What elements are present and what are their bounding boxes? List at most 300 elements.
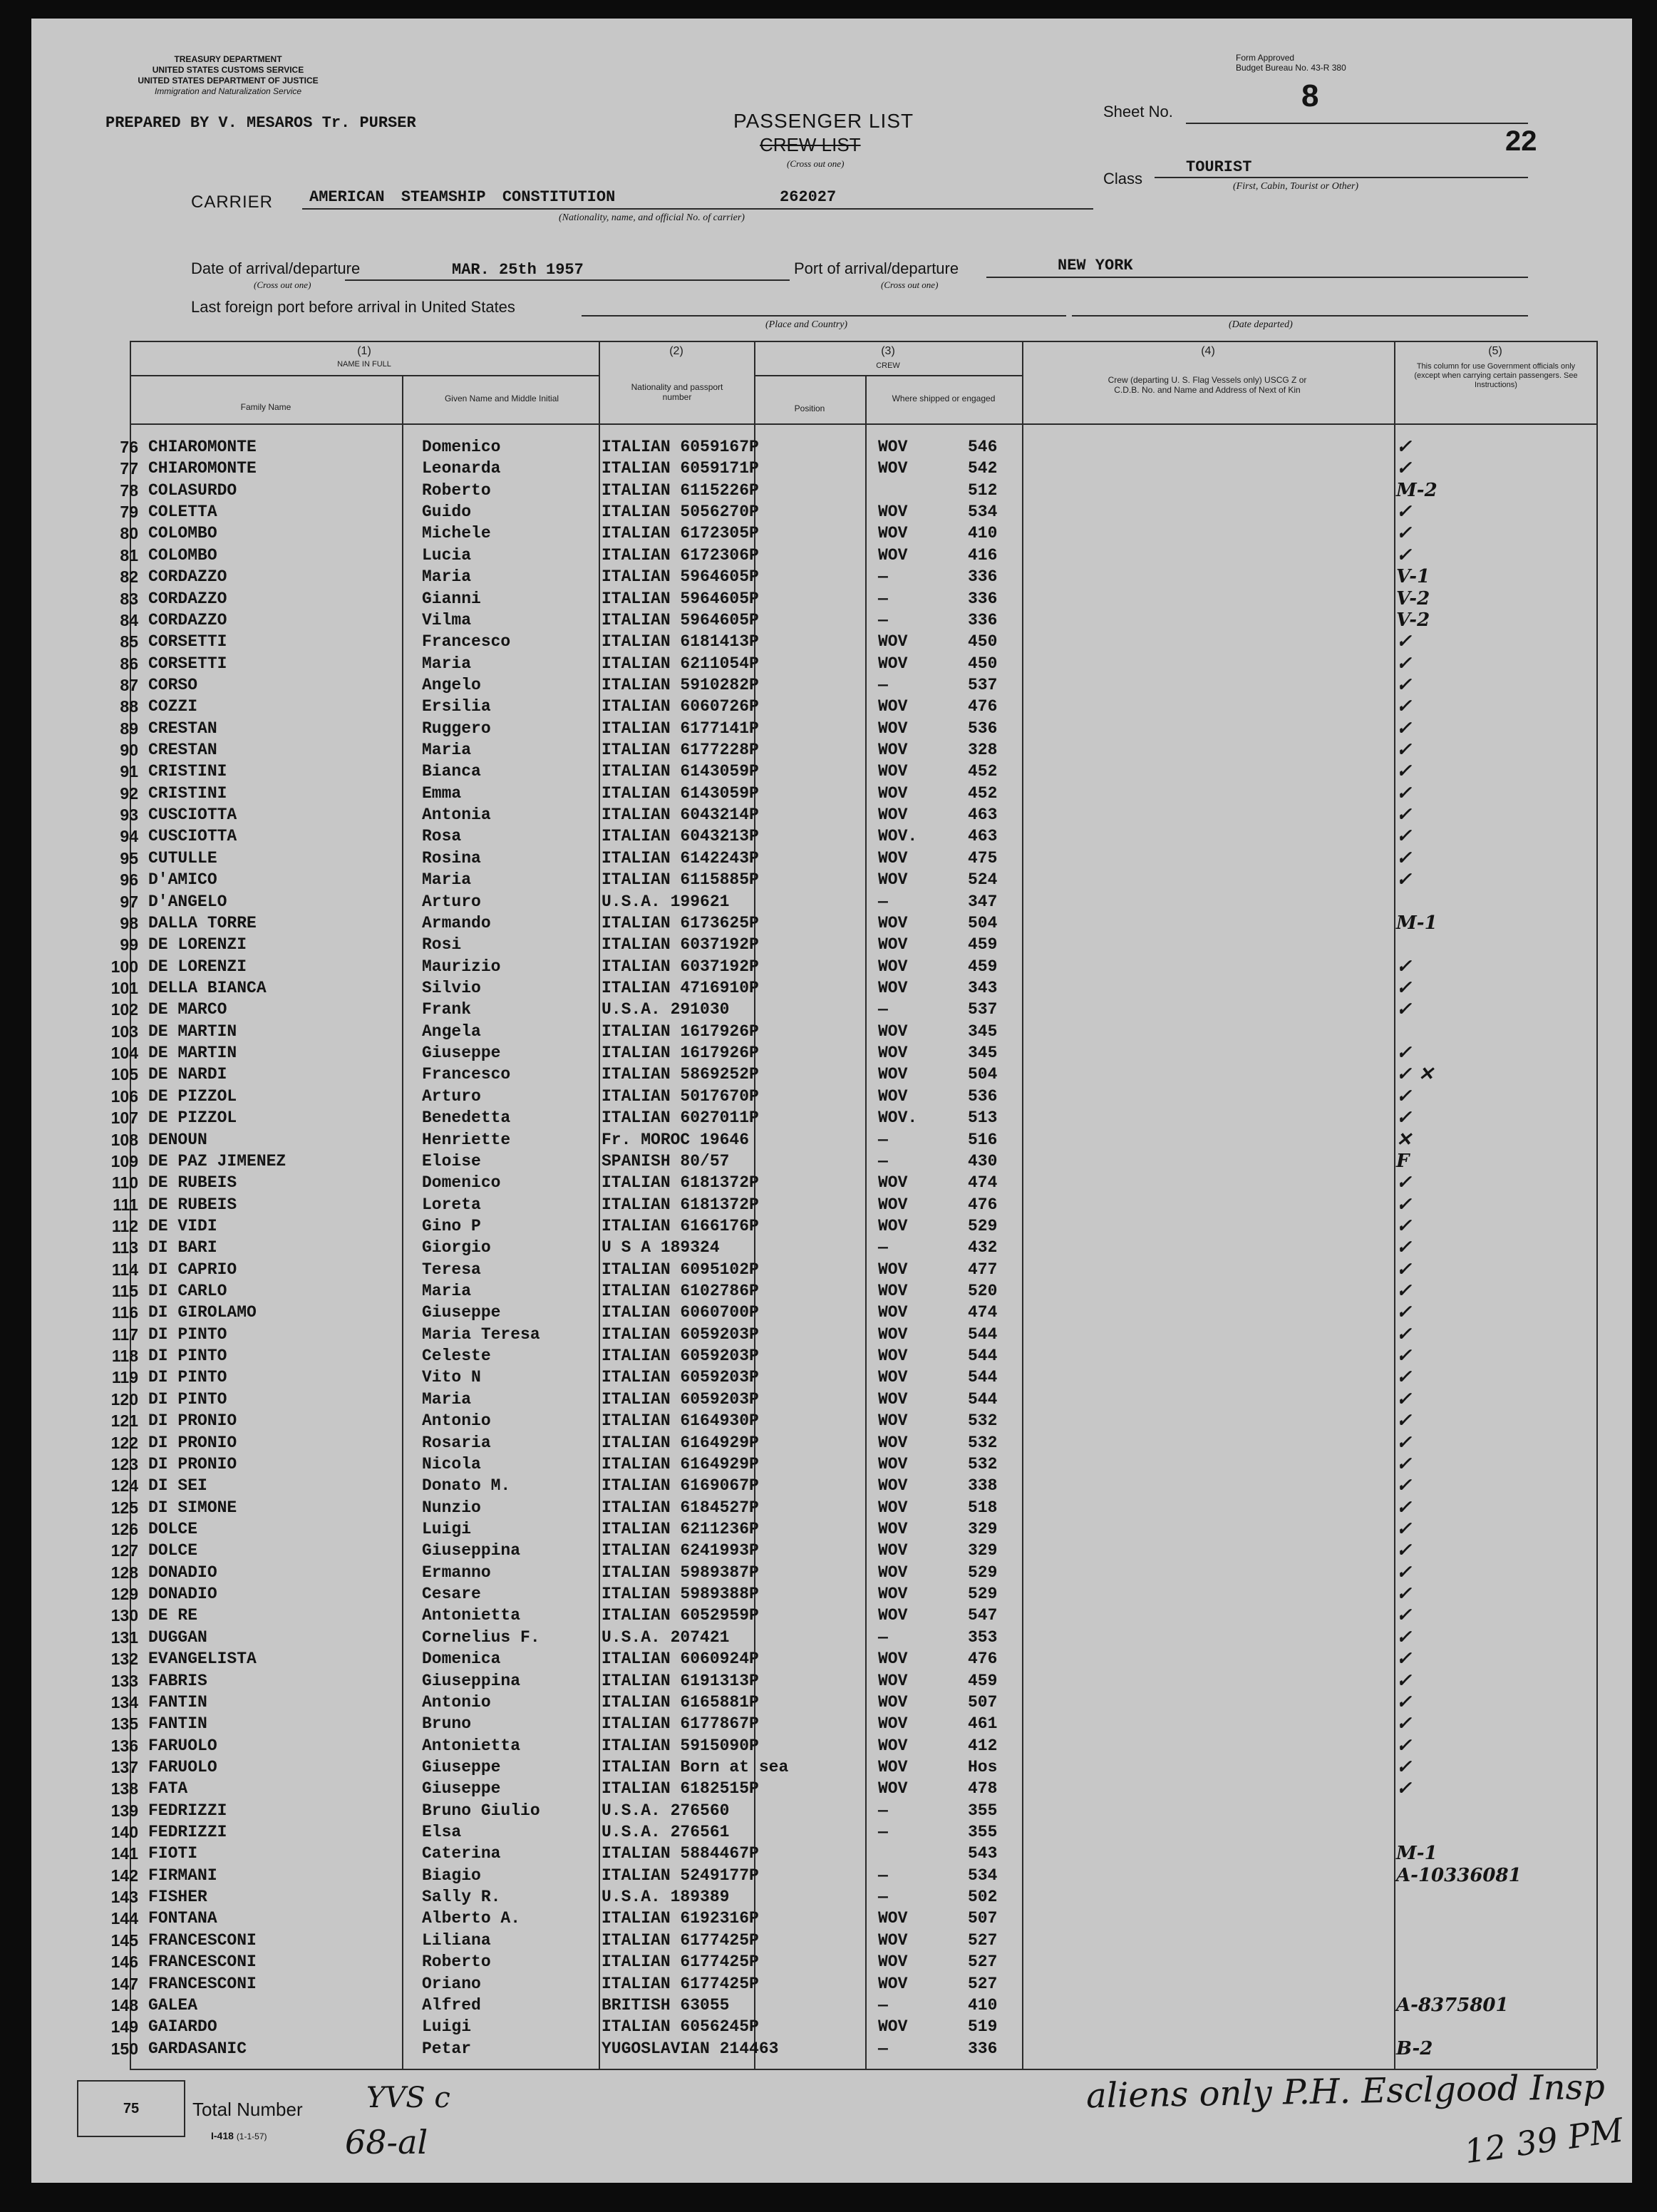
form-approved [1236, 53, 1346, 73]
table-row [31, 566, 1632, 587]
govt-remark: ✓ [1396, 1237, 1412, 1259]
shipped-engaged: 355 [968, 1823, 998, 1842]
shipped-engaged: 463 [968, 827, 998, 846]
govt-remark: ✓ [1396, 1258, 1412, 1280]
family-name: CORDAZZO [148, 589, 227, 608]
nationality-passport: YUGOSLAVIAN 214463 [602, 2039, 779, 2058]
table-row [31, 1648, 1632, 1670]
shipped-engaged: 529 [968, 1563, 998, 1582]
row-number: 140 [110, 1823, 138, 1842]
sheet-rule [1186, 123, 1528, 124]
family-name: CRESTAN [148, 741, 217, 760]
govt-remark: ✓ [1396, 1453, 1412, 1475]
shipped-engaged: 353 [968, 1627, 998, 1647]
govt-remark: ✓ [1396, 674, 1412, 696]
crew-position: WOV [878, 1065, 908, 1084]
govt-remark: ✕ [1396, 1128, 1412, 1151]
cross-out-note-1: (Cross out one) [787, 158, 845, 169]
shipped-engaged: 529 [968, 1216, 998, 1235]
crew-position: WOV [878, 503, 908, 522]
row-number: 130 [110, 1606, 138, 1625]
govt-remark: ✓ [1396, 1388, 1412, 1410]
family-name: DI PINTO [148, 1347, 227, 1366]
govt-remark: M-1 [1396, 912, 1437, 934]
family-name: GARDASANIC [148, 2039, 247, 2058]
shipped-engaged: 474 [968, 1173, 998, 1193]
dept-customs: UNITED STATES CUSTOMS SERVICE [152, 65, 304, 75]
govt-remark: A-10336081 [1396, 1864, 1522, 1886]
row-number: 129 [110, 1585, 138, 1604]
nationality-passport: ITALIAN 5056270P [602, 503, 759, 522]
family-name: D'ANGELO [148, 892, 227, 911]
govt-remark: ✓ [1396, 1431, 1412, 1454]
last-port-label: Last foreign port before arrival in United States [191, 298, 515, 316]
family-name: DI GIROLAMO [148, 1303, 257, 1322]
given-name: Vilma [422, 610, 472, 629]
shipped-engaged: 524 [968, 870, 998, 890]
row-number: 135 [110, 1714, 138, 1734]
given-name: Antonio [422, 1692, 491, 1712]
table-row [31, 545, 1632, 566]
govt-remark: M-2 [1396, 479, 1437, 501]
nationality-passport: U.S.A. 189389 [602, 1888, 730, 1907]
nationality-passport: ITALIAN 5964605P [602, 610, 759, 629]
crew-position: WOV [878, 870, 908, 890]
nationality-passport: ITALIAN 6165881P [602, 1692, 759, 1712]
form-number-id: I-418 [211, 2130, 234, 2141]
family-name: DE MARTIN [148, 1044, 237, 1063]
family-name: CUSCIOTTA [148, 806, 237, 825]
row-number: 89 [120, 719, 138, 738]
row-number: 80 [120, 524, 138, 543]
row-number: 123 [110, 1454, 138, 1473]
family-name: CRISTINI [148, 783, 227, 803]
given-name: Angela [422, 1022, 481, 1041]
crew-position: WOV [878, 1173, 908, 1193]
govt-remark: ✓ [1396, 999, 1412, 1021]
table-row [31, 1367, 1632, 1388]
family-name: FABRIS [148, 1671, 207, 1690]
row-number: 101 [110, 979, 138, 997]
crew-position: WOV [878, 1476, 908, 1496]
given-name: Giuseppe [422, 1303, 501, 1322]
given-name: Antonietta [422, 1606, 521, 1625]
table-row [31, 739, 1632, 761]
govt-remark: ✓ [1396, 1518, 1412, 1540]
govt-remark: ✓ [1396, 652, 1412, 674]
family-name: CORDAZZO [148, 567, 227, 587]
row-number: 148 [110, 1995, 138, 2015]
shipped-engaged: 461 [968, 1714, 998, 1734]
row-number: 134 [110, 1692, 138, 1712]
given-name: Luigi [422, 2017, 472, 2037]
crew-position: — [878, 1866, 888, 1885]
shipped-engaged: 536 [968, 719, 998, 738]
nationality-passport: ITALIAN 6027011P [602, 1108, 759, 1128]
table-row [31, 1324, 1632, 1345]
govt-remark: ✓ [1396, 501, 1412, 523]
family-name: DI PRONIO [148, 1454, 237, 1473]
family-name: FEDRIZZI [148, 1823, 227, 1842]
nationality-passport: ITALIAN 6184527P [602, 1498, 759, 1517]
row-number: 144 [110, 1909, 138, 1928]
nationality-passport: ITALIAN 6059203P [602, 1368, 759, 1387]
family-name: DE VIDI [148, 1216, 217, 1235]
table-row [31, 1821, 1632, 1843]
given-name: Gino P [422, 1216, 481, 1235]
crew-position: WOV [878, 1324, 908, 1344]
nationality-passport: ITALIAN 6211054P [602, 654, 759, 673]
crew-position: WOV [878, 2017, 908, 2037]
family-name: DE PIZZOL [148, 1108, 237, 1128]
row-number: 85 [120, 632, 138, 652]
nationality-passport: ITALIAN 6192316P [602, 1909, 759, 1928]
govt-remark: ✓ [1396, 1042, 1412, 1064]
family-name: CRISTINI [148, 762, 227, 781]
crew-position: WOV [878, 1714, 908, 1734]
given-name: Domenica [422, 1650, 501, 1669]
govt-remark: ✓ [1396, 1496, 1412, 1518]
govt-remark: V-1 [1396, 566, 1430, 588]
row-number: 124 [110, 1476, 138, 1496]
carrier-number: 262027 [780, 188, 837, 206]
family-name: CHIAROMONTE [148, 459, 257, 478]
col4-number: (4) [1201, 345, 1215, 357]
table-row [31, 2038, 1632, 2059]
row-number: 91 [120, 762, 138, 781]
crew-position: WOV [878, 1692, 908, 1712]
row-number: 127 [110, 1541, 138, 1560]
row-number: 146 [110, 1953, 138, 1972]
given-name: Maria [422, 870, 472, 890]
family-name: CORSO [148, 675, 198, 694]
nationality-passport: ITALIAN 1617926P [602, 1044, 759, 1063]
crew-position: — [878, 1995, 888, 2015]
shipped-engaged: 527 [968, 1930, 998, 1950]
shipped-engaged: 355 [968, 1801, 998, 1820]
nationality-passport: ITALIAN 6177141P [602, 719, 759, 738]
row-number: 125 [110, 1498, 138, 1517]
row-number: 100 [110, 957, 138, 976]
table-row [31, 869, 1632, 890]
row-number: 95 [120, 848, 138, 868]
nationality-passport: ITALIAN 6059167P [602, 438, 759, 456]
carrier-label: CARRIER [191, 192, 274, 212]
table-row [31, 1454, 1632, 1475]
family-name: DALLA TORRE [148, 913, 257, 932]
table-row [31, 1021, 1632, 1042]
shipped-engaged: 345 [968, 1022, 998, 1041]
given-name: Maria [422, 654, 472, 673]
nationality-passport: ITALIAN 6177425P [602, 1974, 759, 1993]
shipped-engaged: 463 [968, 806, 998, 825]
row-number: 105 [110, 1065, 138, 1084]
place-note: (Place and Country) [765, 319, 848, 330]
table-row [31, 718, 1632, 739]
family-name: DI SIMONE [148, 1498, 237, 1517]
family-name: FRANCESCONI [148, 1953, 257, 1972]
given-name: Maurizio [422, 957, 501, 976]
table-row [31, 891, 1632, 912]
row-number: 142 [110, 1866, 138, 1885]
crew-position: — [878, 1000, 888, 1019]
table-row [31, 1389, 1632, 1410]
shipped-engaged: 504 [968, 1065, 998, 1084]
family-name: COLETTA [148, 503, 217, 522]
nationality-passport: ITALIAN 6172306P [602, 545, 759, 565]
crew-position: WOV [878, 1282, 908, 1301]
family-name: DI CARLO [148, 1282, 227, 1301]
nationality-passport: ITALIAN 6211236P [602, 1520, 759, 1538]
row-number: 136 [110, 1736, 138, 1755]
nationality-passport: Fr. MOROC 19646 [602, 1130, 750, 1149]
nationality-passport: ITALIAN 6166176P [602, 1216, 759, 1235]
govt-remark: M-1 [1396, 1843, 1437, 1865]
row-number: 96 [120, 870, 138, 890]
nationality-passport: ITALIAN 6181372P [602, 1195, 759, 1214]
shipped-engaged: 452 [968, 783, 998, 803]
shipped-engaged: 534 [968, 503, 998, 522]
crew-position: WOV [878, 783, 908, 803]
crew-position: WOV [878, 979, 908, 997]
form-approved-label: Form Approved [1236, 53, 1295, 63]
crew-position: — [878, 1627, 888, 1647]
govt-remark: ✓ ✕ [1396, 1064, 1434, 1086]
col-given: Given Name and Middle Initial [444, 393, 559, 403]
nationality-passport: ITALIAN 6059203P [602, 1347, 759, 1366]
row-number: 133 [110, 1671, 138, 1690]
shipped-engaged: Hos [968, 1757, 998, 1776]
given-name: Elsa [422, 1823, 462, 1842]
col-position: Position [794, 403, 825, 413]
table-row [31, 1475, 1632, 1496]
row-number: 137 [110, 1757, 138, 1776]
govt-remark: ✓ [1396, 1367, 1412, 1389]
table-row [31, 1086, 1632, 1107]
row-number: 90 [120, 741, 138, 760]
nationality-passport: ITALIAN 6177228P [602, 741, 759, 760]
govt-remark: ✓ [1396, 717, 1412, 739]
crew-position: WOV [878, 1433, 908, 1452]
crew-position: — [878, 1130, 888, 1149]
inspector-signature: aliens only P.H. Esclgood Insp [1085, 2067, 1606, 2116]
given-name: Rosi [422, 935, 462, 955]
table-row [31, 501, 1632, 523]
crew-position: WOV [878, 1563, 908, 1582]
crew-position: WOV [878, 913, 908, 932]
table-row [31, 1215, 1632, 1237]
shipped-engaged: 544 [968, 1368, 998, 1387]
given-name: Giuseppina [422, 1671, 521, 1690]
crew-position: — [878, 675, 888, 694]
nationality-passport: ITALIAN 6060924P [602, 1650, 759, 1669]
table-row [31, 2016, 1632, 2037]
shipped-engaged: 507 [968, 1692, 998, 1712]
shipped-engaged: 532 [968, 1433, 998, 1452]
family-name: DE NARDI [148, 1065, 227, 1084]
given-name: Rosina [422, 848, 481, 868]
nationality-passport: ITALIAN 6143059P [602, 783, 759, 803]
table-row [31, 1064, 1632, 1085]
nationality-passport: ITALIAN 6056245P [602, 2017, 759, 2037]
shipped-engaged: 546 [968, 438, 998, 456]
crew-position: WOV [878, 1585, 908, 1604]
shipped-engaged: 343 [968, 979, 998, 997]
family-name: DE MARTIN [148, 1022, 237, 1041]
row-number: 139 [110, 1801, 138, 1820]
nationality-passport: SPANISH 80/57 [602, 1151, 730, 1171]
nationality-passport: ITALIAN 5884467P [602, 1844, 759, 1863]
table-row [31, 977, 1632, 999]
nationality-passport: ITALIAN 5910282P [602, 675, 759, 694]
govt-remark: ✓ [1396, 1410, 1412, 1432]
crew-position: WOV [878, 1303, 908, 1322]
nationality-passport: BRITISH 63055 [602, 1995, 730, 2015]
given-name: Alberto A. [422, 1909, 521, 1928]
row-number: 115 [111, 1282, 138, 1301]
govt-remark: ✓ [1396, 1193, 1412, 1215]
date-departed-note: (Date departed) [1229, 319, 1293, 330]
given-name: Francesco [422, 632, 511, 652]
arrival-date: MAR. 25th 1957 [452, 261, 584, 279]
table-row [31, 1605, 1632, 1626]
row-number: 145 [110, 1930, 138, 1950]
shipped-engaged: 536 [968, 1086, 998, 1106]
shipped-engaged: 547 [968, 1606, 998, 1625]
family-name: DOLCE [148, 1520, 198, 1538]
col-engaged: Where shipped or engaged [892, 393, 996, 403]
nationality-passport: U.S.A. 291030 [602, 1000, 730, 1019]
given-name: Nunzio [422, 1498, 481, 1517]
row-number: 141 [110, 1844, 138, 1863]
row-number: 119 [111, 1368, 138, 1387]
nationality-passport: ITALIAN 6037192P [602, 957, 759, 976]
shipped-engaged: 328 [968, 741, 998, 760]
shipped-engaged: 459 [968, 1671, 998, 1690]
table-row [31, 1670, 1632, 1692]
crew-list-crossed [760, 134, 861, 156]
shipped-engaged: 543 [968, 1844, 998, 1863]
family-name: DOLCE [148, 1541, 198, 1560]
family-name: FANTIN [148, 1692, 207, 1712]
nationality-passport: U S A 189324 [602, 1238, 720, 1257]
crew-position: WOV [878, 545, 908, 565]
crew-position: WOV [878, 1216, 908, 1235]
family-name: DE MARCO [148, 1000, 227, 1019]
shipped-engaged: 476 [968, 1195, 998, 1214]
govt-remark: ✓ [1396, 782, 1412, 804]
table-row [31, 1540, 1632, 1561]
row-number: 150 [110, 2039, 138, 2058]
row-number: 121 [110, 1411, 138, 1431]
crew-position: WOV [878, 524, 908, 543]
shipped-engaged: 519 [968, 2017, 998, 2037]
row-number: 120 [110, 1389, 138, 1409]
table-row [31, 631, 1632, 652]
nationality-passport: ITALIAN Born at sea [602, 1757, 789, 1776]
table-row [31, 609, 1632, 631]
govt-remark: ✓ [1396, 1172, 1412, 1194]
family-name: CRESTAN [148, 719, 217, 738]
port-value: NEW YORK [1058, 257, 1133, 274]
family-name: DI BARI [148, 1238, 217, 1257]
family-name: DE RUBEIS [148, 1173, 237, 1193]
crew-position: WOV [878, 762, 908, 781]
port-rule [986, 277, 1528, 278]
crew-position: WOV [878, 654, 908, 673]
table-row [31, 674, 1632, 696]
table-row [31, 999, 1632, 1020]
dept-justice: UNITED STATES DEPARTMENT OF JUSTICE [138, 76, 319, 86]
crew-position: WOV [878, 1195, 908, 1214]
table-row [31, 1843, 1632, 1864]
shipped-engaged: 336 [968, 2039, 998, 2058]
row-number: 94 [120, 827, 138, 846]
shipped-engaged: 347 [968, 892, 998, 911]
table-row [31, 1973, 1632, 1995]
given-name: Celeste [422, 1347, 491, 1366]
nationality-passport: ITALIAN 6182515P [602, 1779, 759, 1799]
govt-remark: ✓ [1396, 458, 1412, 480]
row-number: 112 [111, 1216, 138, 1235]
form-number-date: (1-1-57) [236, 2131, 267, 2141]
row-number: 132 [110, 1650, 138, 1669]
shipped-engaged: 475 [968, 848, 998, 868]
nationality-passport: ITALIAN 6169067P [602, 1476, 759, 1496]
row-number: 98 [120, 913, 138, 932]
crew-position: WOV [878, 741, 908, 760]
shipped-engaged: 338 [968, 1476, 998, 1496]
given-name: Arturo [422, 1086, 481, 1106]
family-name: GALEA [148, 1995, 198, 2015]
dept-ins: Immigration and Naturalization Service [154, 86, 302, 96]
given-name: Antonietta [422, 1736, 521, 1755]
shipped-engaged: 412 [968, 1736, 998, 1755]
govt-remark: ✓ [1396, 1107, 1412, 1129]
nationality-passport: ITALIAN 6143059P [602, 762, 759, 781]
govt-remark: ✓ [1396, 825, 1412, 848]
given-name: Maria [422, 741, 472, 760]
row-number: 109 [110, 1151, 138, 1171]
family-name: CUTULLE [148, 848, 217, 868]
crew-position: — [878, 2039, 888, 2058]
family-name: COZZI [148, 697, 198, 716]
row-number: 93 [120, 806, 138, 825]
shipped-engaged: 432 [968, 1238, 998, 1257]
table-row [31, 848, 1632, 869]
shipped-engaged: 537 [968, 675, 998, 694]
form-title: PASSENGER LIST [733, 110, 914, 132]
total-box [77, 2080, 185, 2137]
govt-remark: F [1396, 1150, 1410, 1172]
nationality-passport: U.S.A. 199621 [602, 892, 730, 911]
shipped-engaged: 430 [968, 1151, 998, 1171]
nationality-passport: ITALIAN 6052959P [602, 1606, 759, 1625]
shipped-engaged: 520 [968, 1282, 998, 1301]
shipped-engaged: 507 [968, 1909, 998, 1928]
govt-remark: ✓ [1396, 804, 1412, 826]
given-name: Roberto [422, 1953, 491, 1972]
crew-position: WOV [878, 1909, 908, 1928]
nationality-passport: ITALIAN 6059203P [602, 1389, 759, 1409]
nationality-passport: ITALIAN 6043214P [602, 806, 759, 825]
given-name: Armando [422, 913, 491, 932]
family-name: FIRMANI [148, 1866, 217, 1885]
crew-position: WOV [878, 1650, 908, 1669]
govt-remark: ✓ [1396, 1302, 1412, 1324]
shipped-engaged: 542 [968, 459, 998, 478]
shipped-engaged: 452 [968, 762, 998, 781]
